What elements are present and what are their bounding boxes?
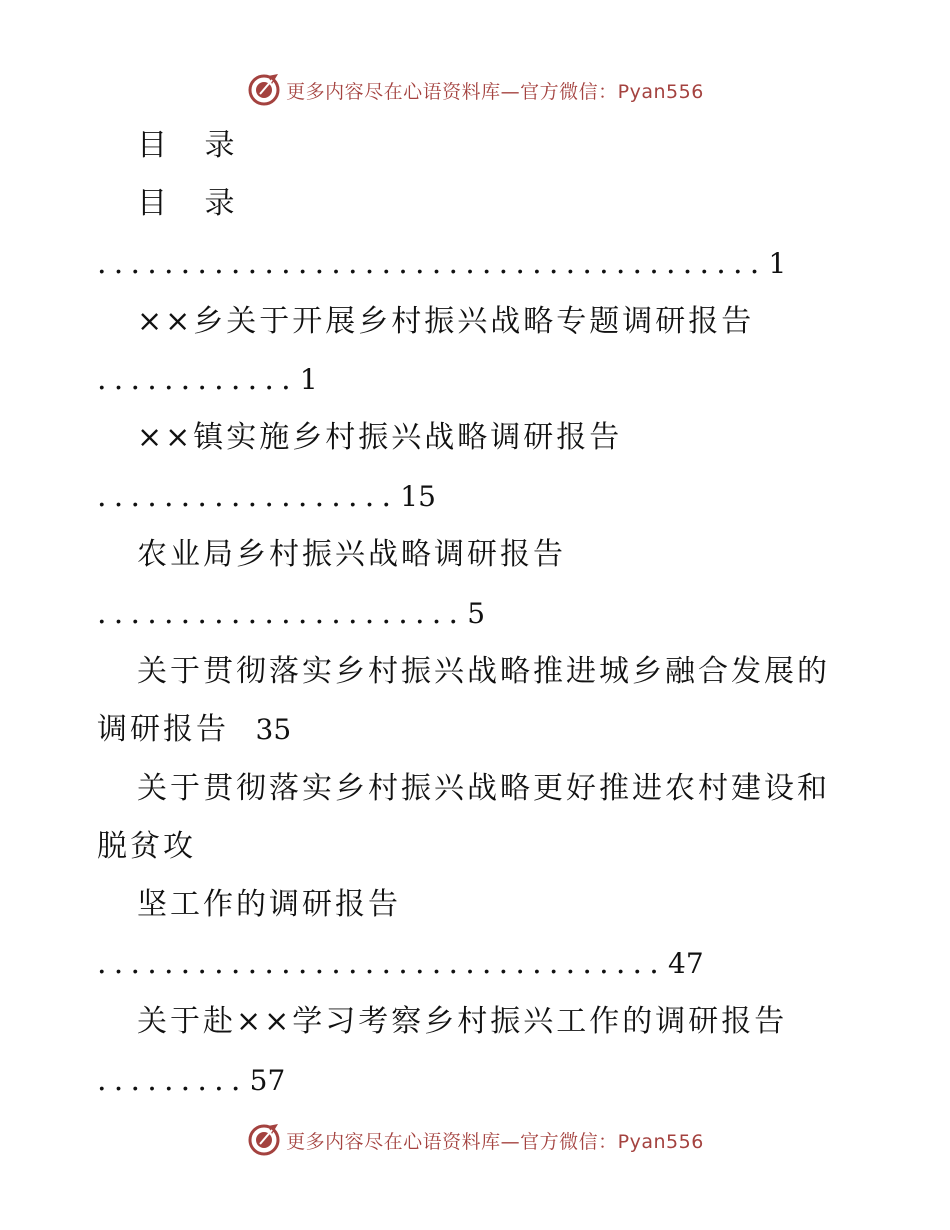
dot-leader: ............ — [97, 362, 298, 397]
pen-logo-icon — [246, 1122, 282, 1158]
watermark-text: 更多内容尽在心语资料库—官方微信：Pyan556 — [286, 1130, 704, 1153]
watermark-banner-top — [0, 70, 950, 110]
toc-entry-title[interactable]: 关于贯彻落实乡村振兴战略更好推进农村建设和 — [137, 771, 830, 806]
page-number: 15 — [400, 480, 436, 513]
toc-leader-line — [97, 1063, 285, 1099]
toc-entry-title[interactable]: 脱贫攻 — [97, 829, 196, 864]
dot-leader: ...................... — [97, 596, 466, 631]
toc-entry-title[interactable]: ××镇实施乡村振兴战略调研报告 — [137, 420, 623, 455]
toc-entry-title[interactable]: 关于贯彻落实乡村振兴战略推进城乡融合发展的 — [137, 654, 830, 689]
page-number: 1 — [768, 247, 787, 280]
toc-heading: 目 录 — [137, 186, 249, 221]
toc-leader-line — [97, 596, 485, 632]
toc-entry-title[interactable]: 坚工作的调研报告 — [137, 887, 401, 922]
page-number: 47 — [668, 947, 704, 980]
toc-leader-line — [97, 246, 786, 282]
page-number: 5 — [467, 597, 486, 630]
toc-leader-line — [97, 479, 436, 515]
toc-entry-line[interactable] — [97, 712, 291, 748]
watermark-banner-bottom — [0, 1120, 950, 1160]
page-number: 1 — [299, 363, 318, 396]
toc-leader-line — [97, 362, 318, 398]
dot-leader: ........................................ — [97, 246, 767, 281]
toc-entry-title[interactable]: 农业局乡村振兴战略调研报告 — [137, 537, 566, 572]
toc-leader-line — [97, 946, 704, 982]
watermark-text: 更多内容尽在心语资料库—官方微信：Pyan556 — [286, 80, 704, 103]
toc-entry-title[interactable]: 关于赴××学习考察乡村振兴工作的调研报告 — [137, 1004, 788, 1039]
dot-leader: .................................. — [97, 946, 667, 981]
page-number: 57 — [249, 1064, 286, 1097]
toc-entry-title[interactable]: ××乡关于开展乡村振兴战略专题调研报告 — [137, 304, 755, 339]
pen-logo-icon — [246, 72, 282, 108]
toc-heading: 目 录 — [137, 128, 249, 163]
toc-entry-title: 调研报告 — [97, 712, 229, 747]
dot-leader: ......... — [97, 1063, 248, 1098]
dot-leader: .................. — [97, 479, 399, 514]
page-number: 35 — [255, 713, 292, 746]
